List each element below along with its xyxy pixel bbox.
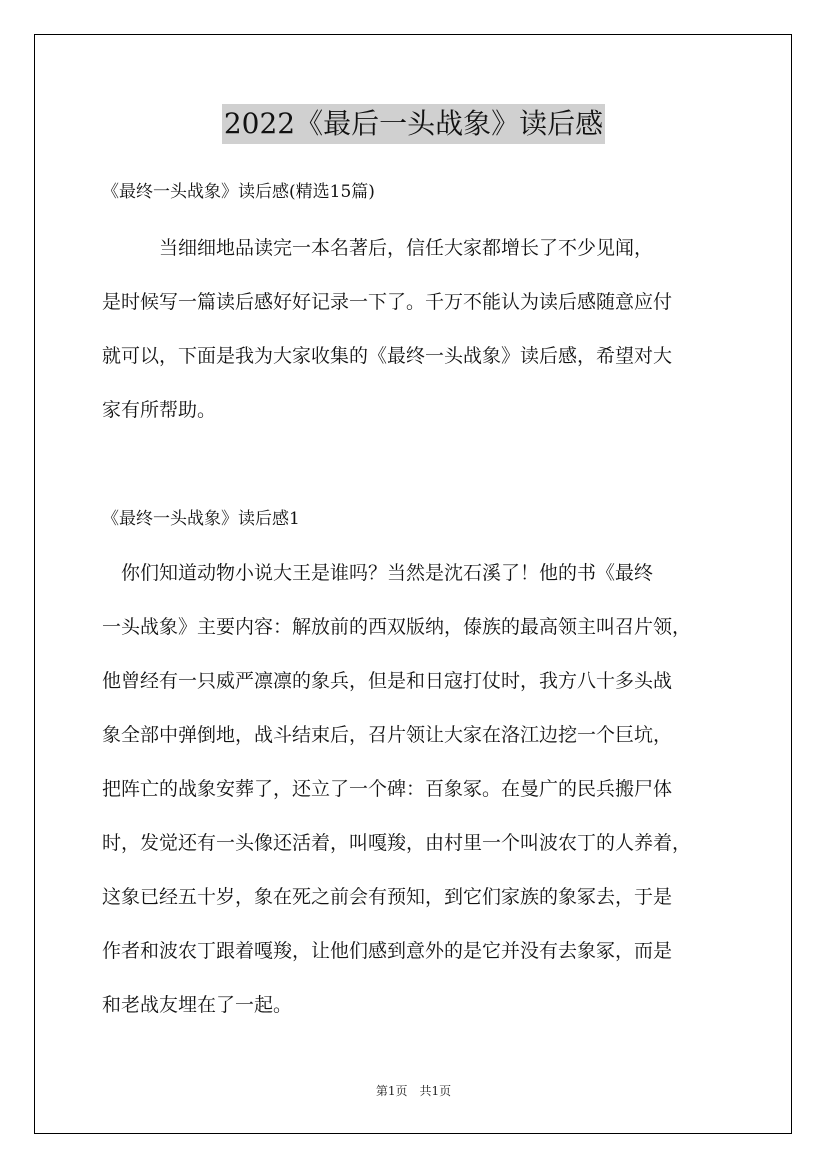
body-line: 他曾经有一只威严凛凛的象兵，但是和日寇打仗时，我方八十多头战 bbox=[102, 670, 673, 692]
section-paragraph bbox=[102, 546, 742, 1032]
body-line: 作者和波农丁跟着嘎羧，让他们感到意外的是它并没有去象冢，而是 bbox=[102, 940, 673, 962]
page-footer bbox=[0, 1082, 827, 1100]
intro-paragraph bbox=[102, 221, 742, 437]
body-line: 时，发觉还有一头像还活着，叫嘎羧，由村里一个叫波农丁的人养着， bbox=[102, 832, 692, 854]
page-number: 第1页 共1页 bbox=[375, 1084, 452, 1098]
body-line: 这象已经五十岁，象在死之前会有预知，到它们家族的象冢去，于是 bbox=[102, 886, 673, 908]
title-container bbox=[0, 104, 827, 144]
body-line: 把阵亡的战象安葬了，还立了一个碑：百象冢。在曼广的民兵搬尸体 bbox=[102, 778, 673, 800]
document-subtitle: 《最终一头战象》读后感(精选15篇) bbox=[102, 182, 375, 202]
section-heading: 《最终一头战象》读后感1 bbox=[102, 509, 300, 529]
intro-line: 当细细地品读完一本名著后，信任大家都增长了不少见闻， bbox=[102, 237, 654, 259]
intro-line: 就可以，下面是我为大家收集的《最终一头战象》读后感，希望对大 bbox=[102, 345, 673, 367]
document-title: 2022《最后一头战象》读后感 bbox=[222, 104, 605, 144]
body-line: 象全部中弹倒地，战斗结束后，召片领让大家在洛江边挖一个巨坑， bbox=[102, 724, 673, 746]
body-line: 你们知道动物小说大王是谁吗？当然是沈石溪了！他的书《最终 bbox=[102, 562, 654, 584]
intro-line: 家有所帮助。 bbox=[102, 399, 217, 421]
body-line: 一头战象》主要内容：解放前的西双版纳，傣族的最高领主叫召片领， bbox=[102, 616, 692, 638]
body-line: 和老战友埋在了一起。 bbox=[102, 994, 293, 1016]
intro-line: 是时候写一篇读后感好好记录一下了。千万不能认为读后感随意应付 bbox=[102, 291, 673, 313]
